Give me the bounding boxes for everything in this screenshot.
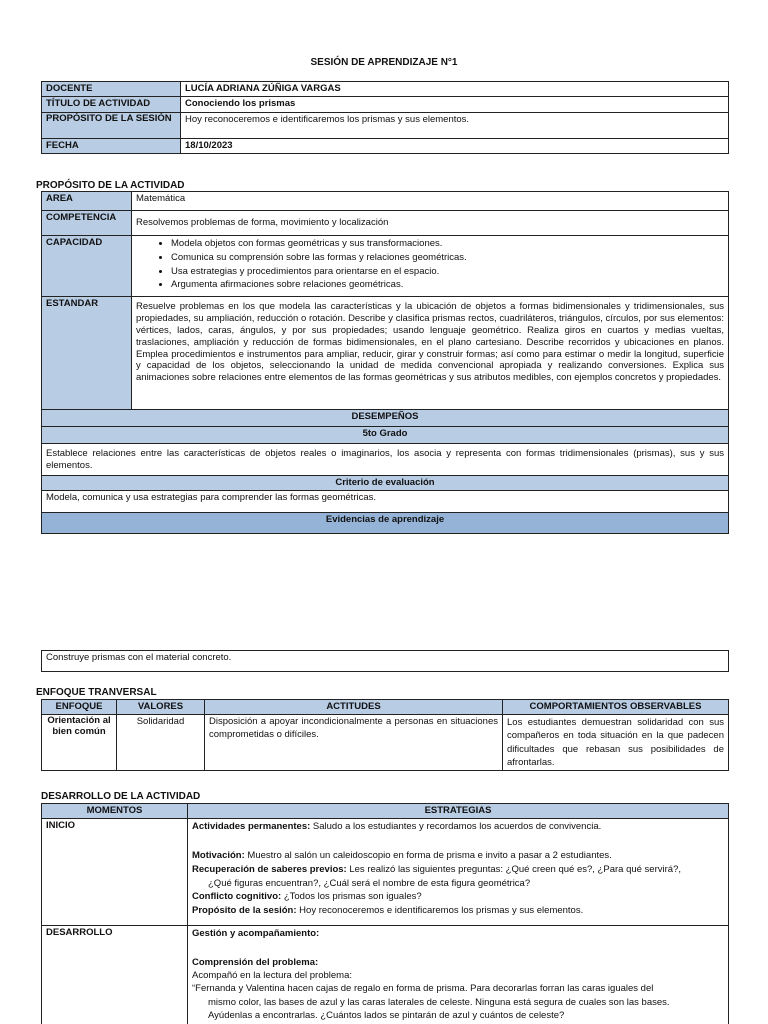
act-perm-value: Saludo a los estudiantes y recordamos los acuerdos de convivencia. [312, 821, 602, 833]
motivacion-label: Motivación: [192, 850, 245, 862]
recuperacion-value: Les realizó las siguientes preguntas: ¿Qué creen qué es?, ¿Para qué servirá?, [349, 863, 681, 875]
capacidad-list [136, 237, 724, 292]
recuperacion-line2: ¿Qué figuras encuentran?, ¿Cuál será el nombre de esta figura geométrica? [208, 877, 531, 889]
desarrollo-table [41, 803, 729, 1024]
conflicto-label: Conflicto cognitivo: [192, 891, 282, 903]
titulo-value: Conociendo los prismas [181, 97, 729, 112]
desarrollo-section-title: DESARROLLO DE LA ACTIVIDAD [41, 791, 201, 802]
actividad-table-wrap [41, 191, 729, 534]
enfoque-section-title: ENFOQUE TRANVERSAL [36, 687, 157, 698]
proposito-value: Hoy reconoceremos e identificaremos los prismas y sus elementos. [181, 112, 729, 138]
conflicto [192, 890, 724, 904]
spacer [192, 834, 724, 849]
desempenos-heading: DESEMPEÑOS [42, 410, 729, 427]
evidencia-box: Construye prismas con el material concreto. [41, 650, 729, 672]
col-estrategias: ESTRATEGIAS [188, 804, 729, 819]
fecha-label: FECHA [42, 138, 181, 153]
valor-value: Solidaridad [117, 715, 205, 770]
conflicto-value: ¿Todos los prismas son iguales? [283, 891, 422, 903]
titulo-label: TÍTULO DE ACTIVIDAD [42, 97, 181, 112]
comprension-label: Comprensión del problema: [192, 956, 319, 968]
estandar-label: ESTANDAR [42, 297, 132, 410]
header-table [41, 81, 729, 154]
gestion-label: Gestión y acompañamiento: [192, 928, 320, 940]
inicio-cell [188, 819, 729, 926]
proposito-sesion-value: Hoy reconoceremos e identificaremos los prismas y sus elementos. [299, 905, 584, 917]
desarrollo-cell [188, 926, 729, 1024]
col-enfoque: ENFOQUE [42, 700, 117, 715]
capacidad-label: CAPACIDAD [42, 236, 132, 297]
desempeno-value: Establece relaciones entre las características de objetos reales o imaginarios, los asocia y representa con formas tridimensionales (prismas), sus y sus elementos. [42, 444, 729, 476]
acompano-value: Acompañó en la lectura del problema: [192, 969, 353, 981]
enfoque-table-wrap [41, 699, 729, 771]
proposito-sesion-label: Propósito de la sesión: [192, 905, 297, 917]
area-label: AREA [42, 192, 132, 211]
competencia-value: Resolvemos problemas de forma, movimiento y localización [132, 211, 729, 236]
actitud-value: Disposición a apoyar incondicionalmente a personas en situaciones comprometidas o difíciles. [205, 715, 503, 770]
desarrollo-label: DESARROLLO [42, 926, 188, 1024]
desarrollo-table-wrap [41, 803, 729, 1024]
grado-heading: 5to Grado [42, 427, 729, 444]
motivacion-value: Muestro al salón un caleidoscopio en forma de prisma e invito a pasar a 2 estudiantes. [247, 850, 612, 862]
actividad-table [41, 191, 729, 534]
header-table-wrap [41, 81, 729, 154]
motivacion [192, 849, 724, 863]
criterio-value: Modela, comunica y usa estrategias para comprender las formas geométricas. [42, 491, 729, 513]
problema-line1: “Fernanda y Valentina hacen cajas de regalo en forma de prisma. Para decorarlas forran las caras iguales del [192, 983, 654, 995]
competencia-label: COMPETENCIA [42, 211, 132, 236]
problema-line3: Ayúdenlas a encontrarlas. ¿Cuántos lados se pintarán de azul y cuántos de celeste? [208, 1009, 565, 1021]
recuperacion-label: Recuperación de saberes previos: [192, 863, 347, 875]
capacidad-item: • Usa estrategias y procedimientos para orientarse en el espacio. [171, 265, 724, 279]
act-perm-label: Actividades permanentes: [192, 821, 311, 833]
docente-label: DOCENTE [42, 82, 181, 97]
proposito-label: PROPÓSITO DE LA SESIÓN [42, 112, 181, 138]
capacidad-cell [132, 236, 729, 297]
col-momentos: MOMENTOS [42, 804, 188, 819]
actividades-permanentes [192, 820, 724, 834]
page-title: SESIÓN DE APRENDIZAJE N°1 [310, 57, 458, 68]
comportamiento-value: Los estudiantes demuestran solidaridad con sus compañeros en toda situación en la que padecen dificultades que rebasan sus posibilidades de afrontarlas. [503, 715, 729, 770]
spacer [192, 941, 724, 956]
enfoque-table [41, 699, 729, 771]
recuperacion [192, 863, 724, 877]
capacidad-item: • Modela objetos con formas geométricas y sus transformaciones. [171, 237, 724, 251]
estandar-value: Resuelve problemas en los que modela las características y la ubicación de objetos a formas bidimensionales y tridimensionales, sus propiedades, su ampliación, reducción o rotación. Describe y clasifica prismas rectos, cuadriláteros, triángulos, círculos, por sus elementos: vértices, lados, caras, ángulos, y por sus propiedades; usando lenguaje geométrico. Realiza giros en cuartos y medias vueltas, traslaciones, ampliación y reducción de formas bidimensionales, en el plano cartesiano. Describe recorridos y ubicaciones en planos. Emplea procedimientos e instrumentos para ampliar, reducir, girar y construir formas; así como para estimar o medir la longitud, superficie y capacidad de los objetos, seleccionando la unidad de medida convencional apropiada y realizando conversiones. Explica sus animaciones sobre relaciones entre elementos de las formas geométricas y sus atributos medibles, con ejemplos concretos y propiedades. [132, 297, 729, 410]
docente-value: LUCÍA ADRIANA ZÚÑIGA VARGAS [181, 82, 729, 97]
col-comportamientos: COMPORTAMIENTOS OBSERVABLES [503, 700, 729, 715]
evidencias-heading: Evidencias de aprendizaje [42, 513, 729, 534]
proposito-sesion [192, 904, 724, 918]
capacidad-item: • Comunica su comprensión sobre las formas y relaciones geométricas. [171, 251, 724, 265]
problema-line2: mismo color, las bases de azul y las caras laterales de celeste. Ninguna está segura de cuales son las bases. [208, 996, 670, 1008]
actividad-section-title: PROPÓSITO DE LA ACTIVIDAD [36, 180, 185, 191]
col-valores: VALORES [117, 700, 205, 715]
criterio-heading: Criterio de evaluación [42, 476, 729, 491]
fecha-value: 18/10/2023 [181, 138, 729, 153]
inicio-label: INICIO [42, 819, 188, 926]
area-value: Matemática [132, 192, 729, 211]
col-actitudes: ACTITUDES [205, 700, 503, 715]
enfoque-value: Orientación al bien común [42, 715, 117, 770]
capacidad-item: • Argumenta afirmaciones sobre relaciones geométricas. [171, 278, 724, 292]
